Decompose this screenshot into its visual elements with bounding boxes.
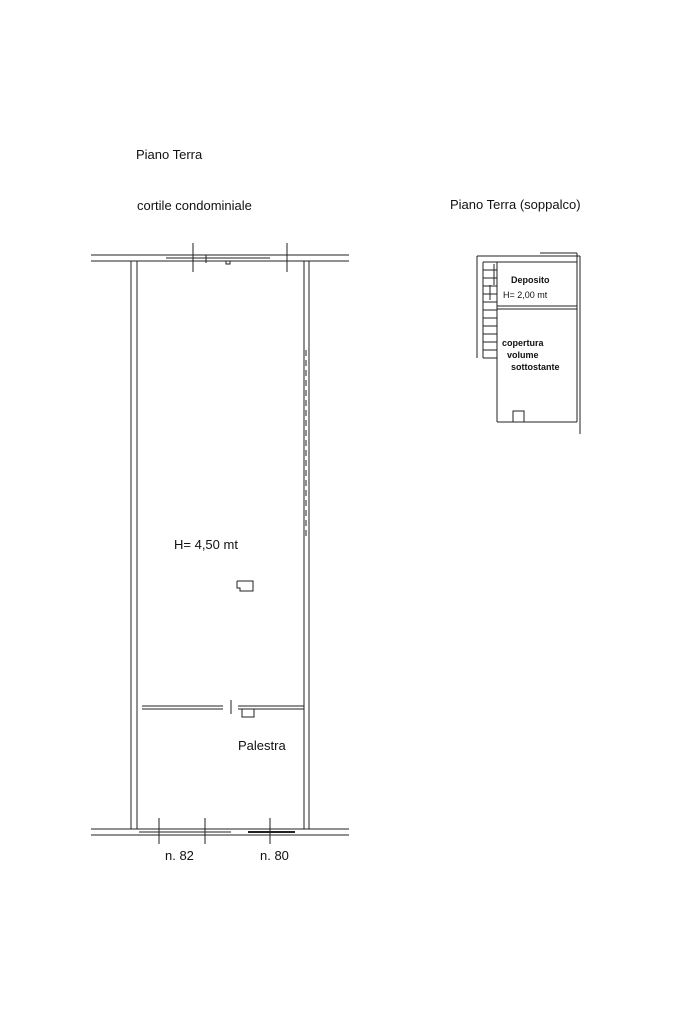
main-room-column xyxy=(237,581,253,591)
main-room-height: H= 4,50 mt xyxy=(174,537,238,552)
mezz-column xyxy=(513,411,524,422)
cover-label-1: copertura xyxy=(502,338,544,348)
courtyard-label: cortile condominiale xyxy=(137,198,252,213)
ground-floor-title: Piano Terra xyxy=(136,147,203,162)
entrance-80-label: n. 80 xyxy=(260,848,289,863)
gym-label: Palestra xyxy=(238,738,286,753)
storage-height: H= 2,00 mt xyxy=(503,290,548,300)
mezz-stair xyxy=(483,264,497,358)
cover-label-3: sottostante xyxy=(511,362,560,372)
partition-column xyxy=(242,709,254,717)
entrance-82-label: n. 82 xyxy=(165,848,194,863)
top-small-element xyxy=(226,261,230,264)
storage-label: Deposito xyxy=(511,275,550,285)
cover-label-2: volume xyxy=(507,350,539,360)
mezzanine-title: Piano Terra (soppalco) xyxy=(450,197,581,212)
